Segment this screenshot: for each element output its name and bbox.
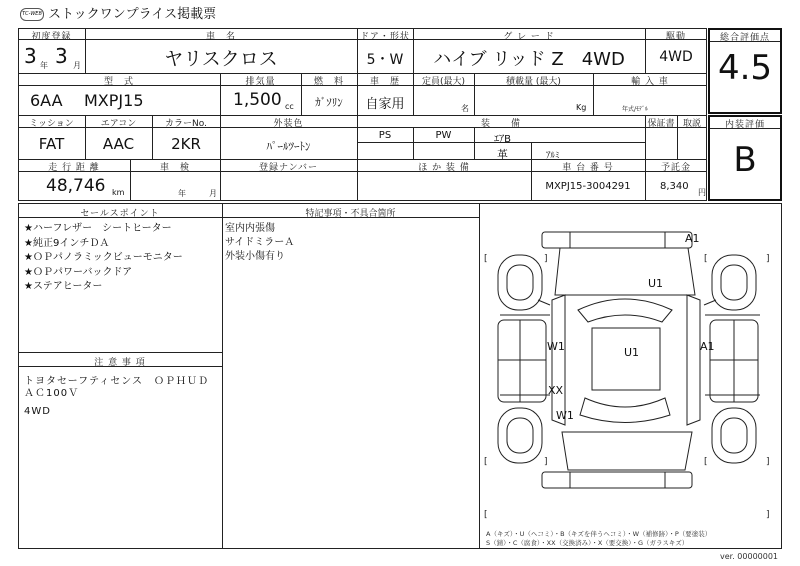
inspection-year-unit: 年: [178, 189, 186, 198]
equip-leather: 革: [497, 148, 508, 161]
model-prefix: 6AA: [30, 91, 63, 110]
color-no-label: カラーNo.: [165, 119, 207, 129]
damage-marker: XX: [548, 384, 564, 397]
svg-text:]: ]: [766, 254, 770, 264]
deposit-label: 予託金: [660, 163, 691, 173]
list-item: トヨタセーフティセンス ＯＰＨＵＤ ＡＣ100Ｖ: [24, 376, 220, 399]
load-unit: Kg: [576, 103, 587, 112]
drive: 4WD: [659, 49, 693, 65]
svg-text:]: ]: [766, 457, 770, 467]
overall-score-label: 総合評価点: [719, 33, 770, 43]
displacement: 1,500: [233, 90, 282, 110]
damage-marker: A1: [700, 340, 715, 353]
reg-number-label: 登録ナンバー: [259, 163, 318, 173]
legend-line: A（キズ）・U（ヘコミ）・B（キズを伴うヘコミ）・W（補修跡）・P（要塗装）: [486, 530, 712, 538]
svg-text:]: ]: [544, 254, 548, 264]
svg-text:]: ]: [766, 510, 770, 520]
damage-legend: [486, 530, 711, 548]
damage-marker: U1: [624, 346, 640, 359]
overall-score: 4.5: [717, 48, 773, 88]
displacement-label: 排気量: [245, 77, 276, 87]
drive-label: 駆動: [665, 32, 686, 42]
aircon: AAC: [102, 135, 135, 153]
svg-text:[: [: [484, 254, 488, 264]
grade-label: グ レ ー ド: [503, 32, 555, 42]
equipment-label: 装 備: [480, 119, 521, 129]
history-label: 車 歴: [369, 77, 400, 87]
first-reg-month: 3: [55, 44, 68, 68]
inspection-month-unit: 月: [209, 189, 217, 198]
import-label: 輸 入 車: [631, 77, 669, 87]
model-year-label: 年式/ﾓﾃﾞﾙ: [622, 106, 649, 113]
interior-score: B: [733, 140, 757, 180]
notes-label: 特記事項・不具合箇所: [305, 209, 396, 219]
list-item: サイドミラーＡ: [225, 237, 295, 248]
grade: ハイブ リッド Z 4WD: [433, 49, 625, 70]
first-reg-year: 3: [24, 44, 37, 68]
caution-text: [24, 376, 220, 418]
manual-label: 取説: [682, 119, 701, 129]
logo: TC-WEB: [20, 8, 44, 21]
chassis-no: MXPJ15-3004291: [545, 181, 631, 192]
mission-label: ミッション: [29, 119, 74, 129]
first-reg-month-unit: 月: [73, 61, 81, 70]
capacity-unit: 名: [461, 104, 469, 113]
equip-airbag: ｴｱB: [494, 134, 511, 145]
sales-points-label: セールスポイント: [80, 209, 160, 219]
list-item: ★ＯＰパワーバックドア: [24, 266, 133, 278]
list-item: 4WD: [24, 406, 51, 417]
sales-points-list: [24, 222, 183, 295]
chassis-label: 車 台 番 号: [562, 163, 614, 173]
damage-marker: U1: [648, 277, 664, 290]
car-damage-diagram: [480, 220, 780, 525]
aircon-label: エアコン: [100, 119, 137, 129]
model-label: 型 式: [103, 77, 134, 87]
list-item: ★ＯＰパノラミックビューモニター: [24, 252, 183, 263]
car-name-label: 車 名: [205, 32, 236, 42]
mileage-unit: km: [112, 188, 125, 197]
deposit-unit: 円: [698, 188, 706, 197]
displacement-unit: cc: [285, 102, 294, 111]
caution-label: 注 意 事 項: [94, 358, 146, 368]
fuel-label: 燃 料: [313, 77, 344, 87]
mission: FAT: [38, 135, 65, 153]
door-shape-label: ドア・形状: [360, 32, 410, 42]
first-reg-year-unit: 年: [40, 61, 48, 70]
deposit: 8,340: [660, 181, 689, 192]
mileage-label: 走 行 距 離: [48, 163, 100, 173]
other-equip-label: ほ か 装 備: [418, 163, 470, 173]
equip-alloy: ｱﾙﾐ: [546, 151, 560, 161]
warranty-label: 保証書: [647, 119, 675, 129]
inspection-label: 車 検: [159, 163, 190, 173]
svg-text:[: [: [704, 457, 708, 467]
model: MXPJ15: [84, 91, 144, 110]
car-name: ヤリスクロス: [164, 48, 278, 70]
first-reg-label: 初度登録: [31, 32, 72, 42]
color-no: 2KR: [171, 135, 201, 153]
notes-list: [225, 222, 294, 264]
svg-text:[: [: [704, 254, 708, 264]
page-title: ストックワンプライス掲載票: [48, 7, 217, 22]
capacity-label: 定員(最大): [421, 77, 466, 87]
svg-text:[: [: [484, 510, 488, 520]
damage-marker: W1: [556, 409, 574, 422]
equip-ps: PS: [378, 130, 392, 141]
list-item: 外装小傷有り: [225, 251, 285, 262]
history: 自家用: [365, 97, 405, 112]
exterior-label: 外装色: [273, 119, 304, 129]
interior-score-label: 内装評価: [724, 120, 765, 130]
damage-marker: A1: [685, 232, 700, 245]
list-item: 室内内張傷: [225, 223, 275, 234]
svg-text:]: ]: [544, 457, 548, 467]
legend-line: S（錆）・C（腐食）・XX（交換済み）・X（要交換）・G（ガラスキズ）: [486, 539, 689, 547]
equip-pw: PW: [435, 130, 452, 141]
door-shape: 5・W: [366, 52, 404, 68]
list-item: ★ハーフレザー シートヒーター: [24, 223, 172, 234]
load-label: 積載量 (最大): [506, 77, 561, 87]
fuel: ｶﾞｿﾘﾝ: [315, 96, 343, 109]
version-label: ver. 00000001: [720, 552, 779, 561]
list-item: ★純正9インチＤＡ: [24, 237, 110, 249]
mileage: 48,746: [46, 176, 106, 196]
exterior-color: ﾊﾟｰﾙﾂｰﾄﾝ: [266, 140, 311, 153]
damage-marker: W1: [547, 340, 565, 353]
list-item: ★ステアヒーター: [24, 281, 103, 292]
svg-text:[: [: [484, 457, 488, 467]
